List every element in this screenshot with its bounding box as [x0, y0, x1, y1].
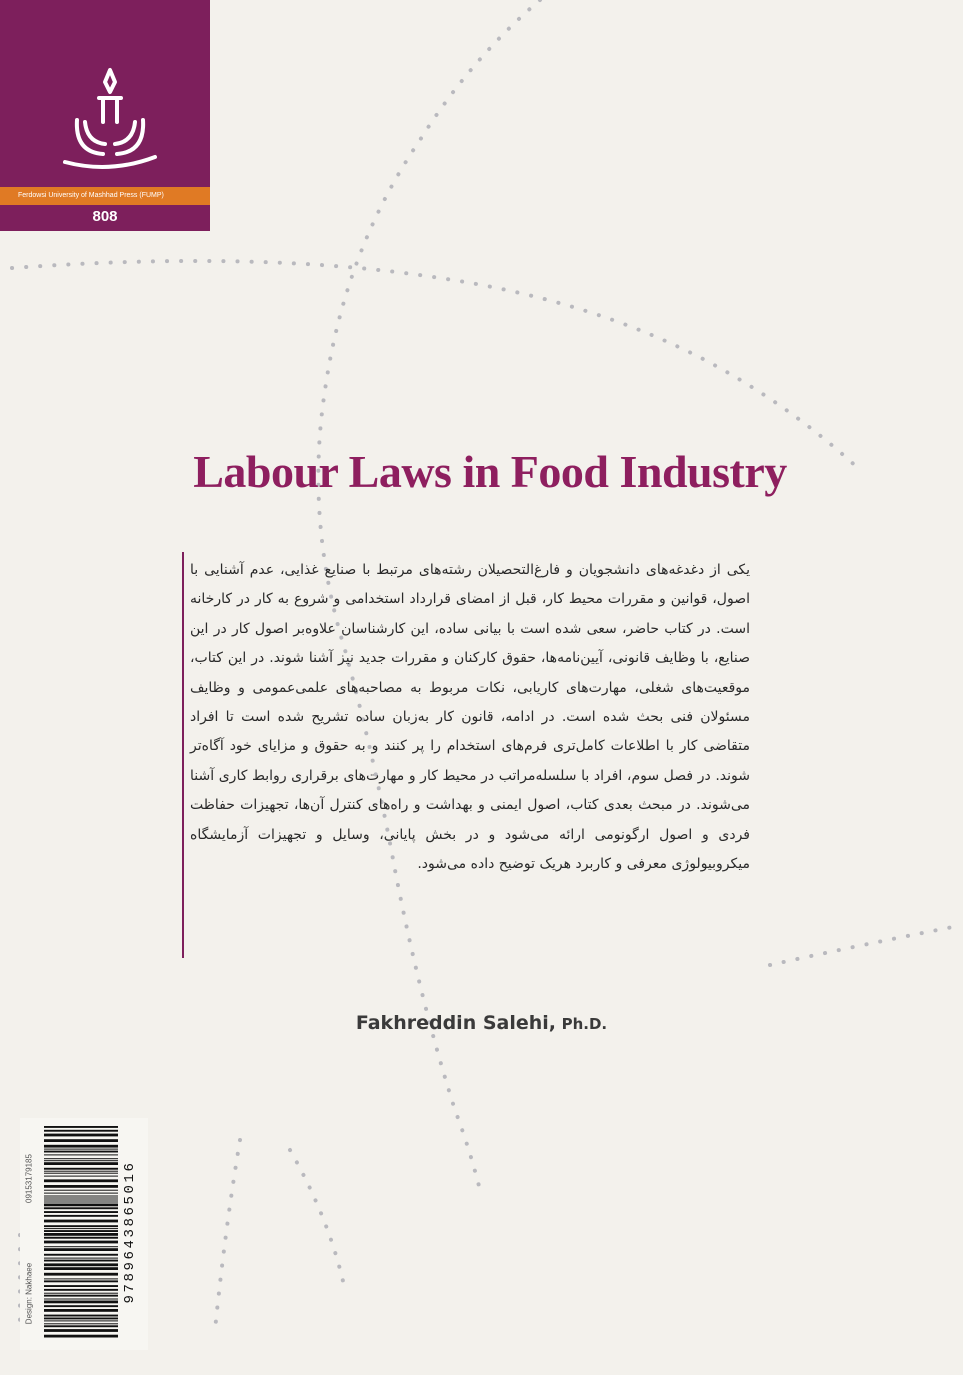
author-name: Fakhreddin Salehi,: [355, 1012, 556, 1034]
university-emblem-icon: [55, 62, 165, 177]
series-number: 808: [92, 208, 118, 225]
publisher-name-strip: Ferdowsi University of Mashhad Press (FUMP): [0, 187, 210, 205]
isbn-barcode: [44, 1122, 118, 1346]
book-title: Labour Laws in Food Industry: [193, 446, 787, 497]
author-line: [0, 1012, 963, 1034]
synopsis-text: یکی از دغدغه‌های دانشجویان و فارغ‌التحصیلان رشته‌های مرتبط با صنایع غذایی، عدم آشنایی با اصول، قوانین و مقررات محیط کار، قبل از امضای قرارداد استخدامی و شروع به کار در کارخانه است. در کتاب حاضر، سعی شده است با بیانی ساده، این کارشناسان علاوه‌بر اصول کار در این صنایع، با وظایف قانونی، آیین‌نامه‌ها، حقوق کارکنان و مقررات جدید نیز آشنا شوند. در این کتاب، موقعیت‌های شغلی، مهارت‌های کاریابی، نکات مربوط به مصاحبه‌های علمی‌عمومی و وظایف مسئولان فنی بحث شده است. در ادامه، قانون کار به‌زبان ساده تشریح شده است تا افراد متقاضی کار با اطلاعات کامل‌تری فرم‌های استخدام را پر کنند و به حقوق و مزایای خود آگاه‌تر شوند. در فصل سوم، افراد با سلسله‌مراتب در محیط کار و مهارت‌های برقراری روابط کاری آشنا می‌شوند. در مبحث بعدی کتاب، اصول ایمنی و بهداشت و راه‌های کنترل آن‌ها، تجهیزات حفاظت فردی و اصول ارگونومی ارائه می‌شود و در بخش پایانی، وسایل و تجهیزات آزمایشگاه میکروبیولوژی معرفی و کاربرد هریک توضیح داده می‌شود.: [190, 562, 750, 873]
synopsis-rule: [182, 552, 184, 958]
author-degree: Ph.D.: [561, 1015, 608, 1033]
book-back-cover: Ferdowsi University of Mashhad Press (FUMP) 808 Labour Laws in Food Industry یکی از دغدغه‌های دانشجویان و فارغ‌التحصیلان رشته‌های مرتبط با صنایع غذایی، عدم آشنایی با اصول، قوانین و مقررات محیط کار، قبل از امضای قرارداد استخدامی و شروع به کار در کارخانه است. در کتاب حاضر، سعی شده است با بیانی ساده، این کارشناسان علاوه‌بر اصول کار در این صنایع، با وظایف قانونی، آیین‌نامه‌ها، حقوق کارکنان و مقررات جدید نیز آشنا شوند. در این کتاب، موقعیت‌های شغلی، مهارت‌های کاریابی، نکات مربوط به مصاحبه‌های علمی‌عمومی و وظایف مسئولان فنی بحث شده است. در ادامه، قانون کار به‌زبان ساده تشریح شده است تا افراد متقاضی کار با اطلاعات کامل‌تری فرم‌های استخدام را پر کنند و به حقوق و مزایای خود آگاه‌تر شوند. در فصل سوم، افراد با سلسله‌مراتب در محیط کار و مهارت‌های برقراری روابط کاری آشنا می‌شوند. در مبحث بعدی کتاب، اصول ایمنی و بهداشت و راه‌های کنترل آن‌ها، تجهیزات حفاظت فردی و اصول ارگونومی ارائه می‌شود و در بخش پایانی، وسایل و تجهیزات آزمایشگاه میکروبیولوژی معرفی و کاربرد هریک توضیح داده می‌شود. Fakhreddin Salehi, Ph.D. 9789643865016 09153179185 Design: Nakhaee: [0, 0, 963, 1375]
publisher-badge: [0, 0, 210, 231]
